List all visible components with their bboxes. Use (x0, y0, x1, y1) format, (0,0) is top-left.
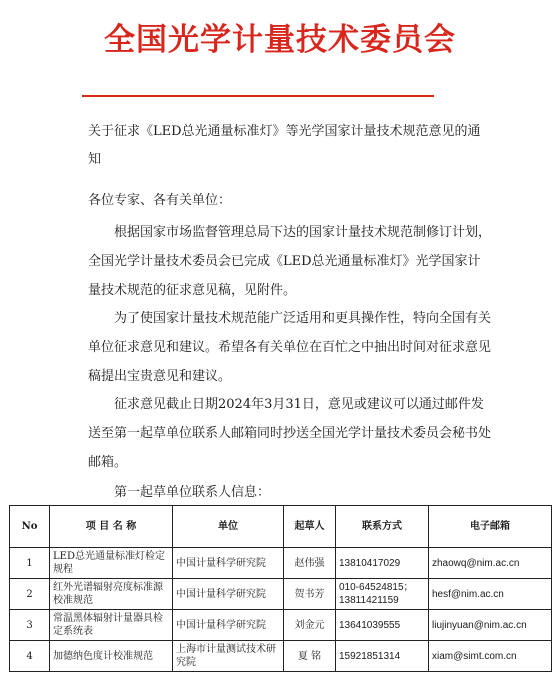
header-contact: 联系方式 (336, 506, 429, 548)
row-no: 1 (10, 548, 50, 579)
row-no: 3 (10, 610, 50, 641)
table-row (10, 579, 552, 610)
row-project-name: LED总光通量标准灯检定规程 (50, 548, 173, 579)
row-unit: 上海市计量测试技术研究院 (173, 641, 284, 672)
row-unit: 中国计量科学研究院 (173, 548, 284, 579)
table-row (10, 548, 552, 579)
row-no: 4 (10, 641, 50, 672)
header-email: 电子邮箱 (429, 506, 552, 548)
header-project-name: 项 目 名 称 (50, 506, 173, 548)
row-email[interactable]: xiam@simt.com.cn (429, 641, 552, 672)
row-phone: 15921851314 (336, 641, 429, 672)
row-project-name: 常温黑体辐射计量器具检定系统表 (50, 610, 173, 641)
row-unit: 中国计量科学研究院 (173, 579, 284, 610)
org-header-title: 全国光学计量技术委员会 (104, 22, 456, 58)
header-divider (82, 95, 434, 97)
header-no: No (10, 506, 50, 548)
row-phone: 13810417029 (336, 548, 429, 579)
paragraph-plan: 根据国家市场监督管理总局下达的国家计量技术规范制修订计划，全国光学计量技术委员会已完成《LED总光通量标准灯》光学国家计量技术规范的征求意见稿，见附件。 (88, 225, 492, 298)
row-drafter: 赵伟强 (284, 548, 336, 579)
notice-title: 关于征求《LED总光通量标准灯》等光学国家计量技术规范意见的通知 (88, 124, 481, 167)
table-header-row (10, 506, 552, 548)
header-drafter: 起草人 (284, 506, 336, 548)
row-drafter: 贺书芳 (284, 579, 336, 610)
header-unit: 单位 (173, 506, 284, 548)
row-drafter: 刘金元 (284, 610, 336, 641)
row-drafter: 夏 铭 (284, 641, 336, 672)
row-project-name: 加德纳色度计校准规范 (50, 641, 173, 672)
table-row (10, 610, 552, 641)
paragraph-purpose: 为了使国家计量技术规范能广泛适用和更具操作性，特向全国有关单位征求意见和建议。希望各有关单位在百忙之中抽出时间对征求意见稿提出宝贵意见和建议。 (88, 311, 492, 384)
row-phone: 13641039555 (336, 610, 429, 641)
salutation: 各位专家、各有关单位： (88, 193, 232, 208)
paragraph-deadline: 征求意见截止日期2024年3月31日，意见或建议可以通过邮件发送至第一起草单位联系人邮箱同时抄送全国光学计量技术委员会秘书处邮箱。 (88, 397, 492, 470)
row-unit: 中国计量科学研究院 (173, 610, 284, 641)
table-intro: 第一起草单位联系人信息： (114, 485, 271, 500)
row-no: 2 (10, 579, 50, 610)
row-project-name: 红外光谱辐射亮度标准源校准规范 (50, 579, 173, 610)
table-row (10, 641, 552, 672)
row-email[interactable]: zhaowq@nim.ac.cn (429, 548, 552, 579)
row-email[interactable]: hesf@nim.ac.cn (429, 579, 552, 610)
row-email[interactable]: liujinyuan@nim.ac.cn (429, 610, 552, 641)
row-phone: 010-64524815；13811421159 (336, 579, 429, 610)
contacts-table (9, 505, 552, 672)
